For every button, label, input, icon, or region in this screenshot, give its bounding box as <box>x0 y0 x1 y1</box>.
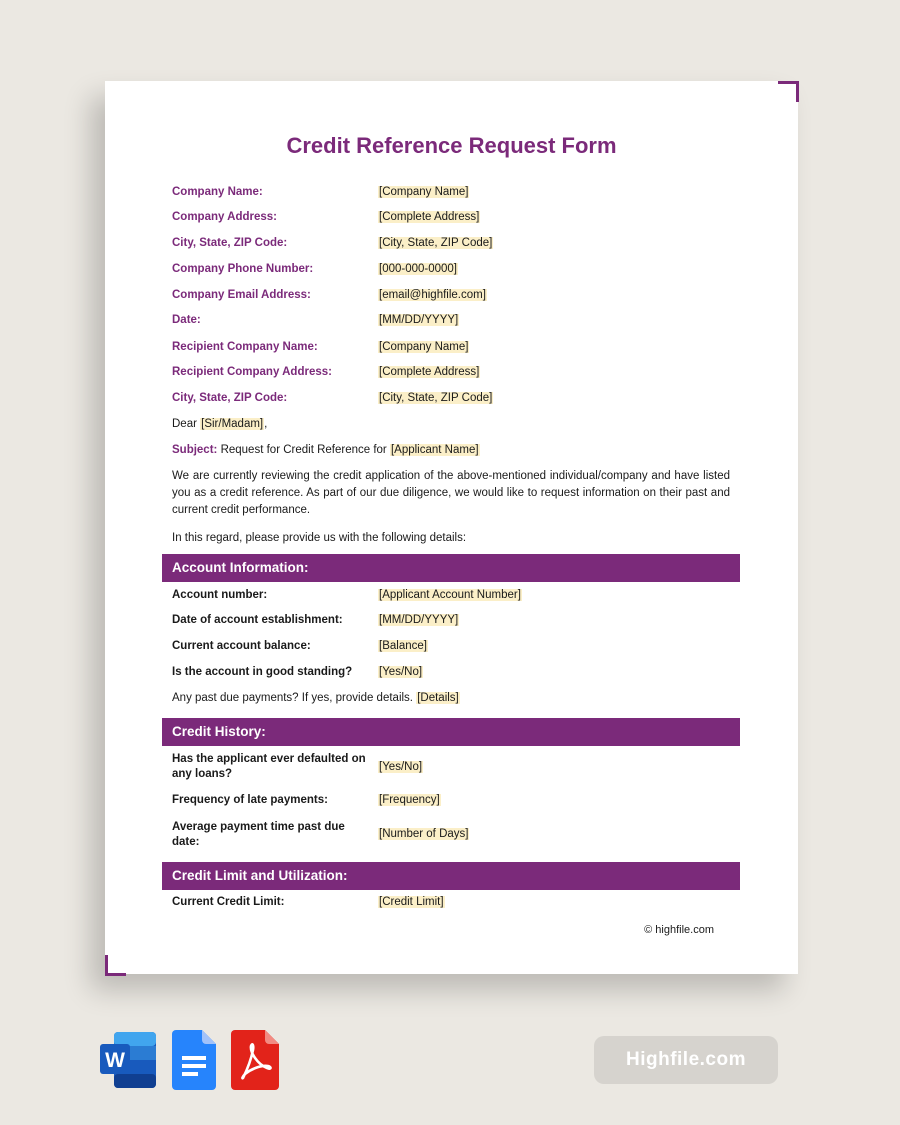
pdf-icon[interactable] <box>231 1030 279 1090</box>
field-label: Has the applicant ever defaulted on any loans? <box>172 753 366 780</box>
document-page <box>105 81 798 974</box>
field-value <box>378 288 487 303</box>
intro-paragraph: We are currently reviewing the credit application of the above-mentioned individual/company and have listed you as a credit reference. As part of our due diligence, we would like to request information on their past and current credit performance. <box>172 470 730 516</box>
regard-paragraph: In this regard, please provide us with the following details: <box>172 532 467 544</box>
field-label: Account number: <box>172 589 268 601</box>
salutation-prefix: Dear <box>172 418 201 430</box>
field-label: Company Email Address: <box>172 289 311 301</box>
field-value <box>378 313 459 328</box>
field-value <box>378 365 480 380</box>
subject-line <box>172 443 480 458</box>
word-icon[interactable] <box>100 1030 158 1090</box>
field-label: Company Phone Number: <box>172 263 314 275</box>
field-label: Date of account establishment: <box>172 614 343 626</box>
section-header-history: Credit History: <box>162 718 740 746</box>
subject-label: Subject: <box>172 444 218 456</box>
field-value <box>378 827 469 842</box>
field-value <box>378 639 428 654</box>
field-label: Frequency of late payments: <box>172 794 328 806</box>
field-value <box>378 588 522 603</box>
placeholder-value: [Company Name] <box>379 341 469 353</box>
field-label: Is the account in good standing? <box>172 666 353 678</box>
field-value <box>378 391 493 406</box>
placeholder-value: [MM/DD/YYYY] <box>379 614 459 626</box>
salutation-suffix: , <box>264 418 268 430</box>
salutation <box>172 417 267 432</box>
field-label: City, State, ZIP Code: <box>172 392 288 404</box>
placeholder-value: [email@highfile.com] <box>379 289 486 301</box>
field-label: Company Address: <box>172 211 278 223</box>
field-label: Recipient Company Name: <box>172 341 318 353</box>
placeholder-value: [Sir/Madam] <box>201 418 264 430</box>
placeholder-value: [Frequency] <box>379 794 440 806</box>
past-due-note <box>172 691 460 706</box>
field-value <box>378 185 469 200</box>
google-docs-icon[interactable] <box>172 1030 216 1090</box>
placeholder-value: [Details] <box>417 692 459 704</box>
subject-text: Request for Credit Reference for <box>217 444 390 456</box>
copyright-text: © highfile.com <box>644 924 714 936</box>
field-value <box>378 210 480 225</box>
placeholder-value: [000-000-0000] <box>379 263 458 275</box>
placeholder-value: [Balance] <box>379 640 427 652</box>
placeholder-value: [Number of Days] <box>379 828 469 840</box>
field-value <box>378 236 493 251</box>
placeholder-value: [Credit Limit] <box>379 896 444 908</box>
document-title: Credit Reference Request Form <box>286 133 617 158</box>
placeholder-value: [Applicant Name] <box>390 444 479 456</box>
field-value <box>378 760 423 775</box>
section-header-account: Account Information: <box>162 554 740 582</box>
field-value <box>378 665 423 680</box>
field-value <box>378 793 441 808</box>
field-label: Current Credit Limit: <box>172 896 285 908</box>
field-value <box>378 613 459 628</box>
field-label: Current account balance: <box>172 640 311 652</box>
field-label: City, State, ZIP Code: <box>172 237 288 249</box>
corner-accent-bottom-left <box>105 955 126 976</box>
placeholder-value: [Company Name] <box>379 186 469 198</box>
field-value <box>378 262 458 277</box>
brand-badge[interactable]: Highfile.com <box>594 1036 778 1084</box>
corner-accent-top-right <box>778 81 799 102</box>
placeholder-value: [MM/DD/YYYY] <box>379 314 459 326</box>
placeholder-value: [City, State, ZIP Code] <box>379 237 493 249</box>
field-label: Average payment time past due date: <box>172 821 345 848</box>
svg-text:W: W <box>105 1049 125 1072</box>
placeholder-value: [City, State, ZIP Code] <box>379 392 493 404</box>
field-label: Date: <box>172 314 201 326</box>
field-label: Company Name: <box>172 186 263 198</box>
section-header-limit: Credit Limit and Utilization: <box>162 862 740 890</box>
field-value <box>378 895 445 910</box>
placeholder-value: [Applicant Account Number] <box>379 589 521 601</box>
field-label: Recipient Company Address: <box>172 366 332 378</box>
note-text: Any past due payments? If yes, provide details. <box>172 692 417 704</box>
placeholder-value: [Yes/No] <box>379 666 423 678</box>
placeholder-value: [Complete Address] <box>379 366 480 378</box>
field-value <box>378 340 469 355</box>
placeholder-value: [Complete Address] <box>379 211 480 223</box>
placeholder-value: [Yes/No] <box>379 761 423 773</box>
